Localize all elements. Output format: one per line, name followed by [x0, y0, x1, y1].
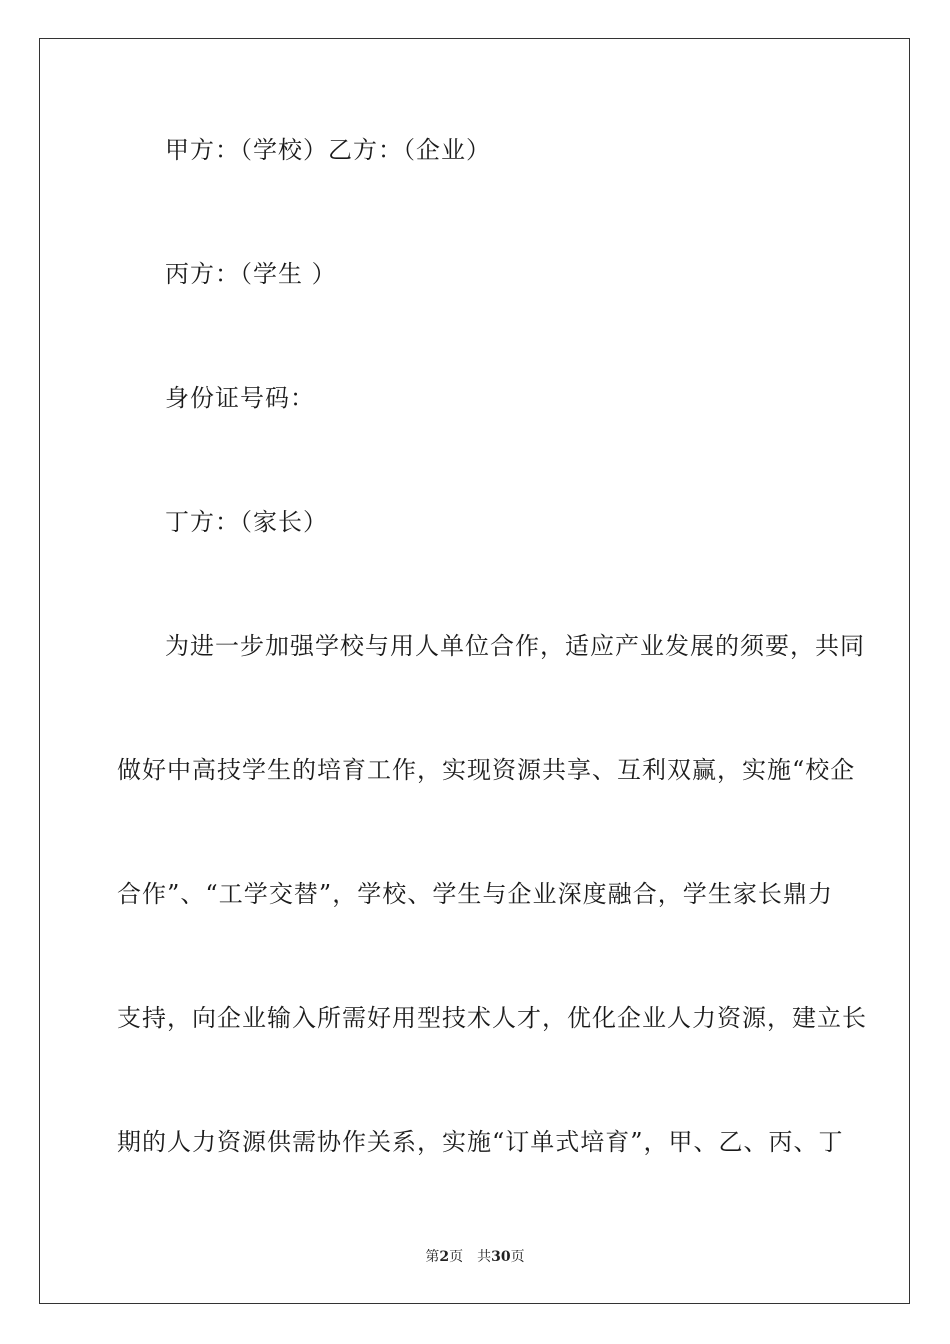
total-pages: 30: [491, 1249, 511, 1265]
id-number-line: 身份证号码：: [165, 384, 315, 412]
page-border: [39, 38, 910, 1304]
paragraph-line-5: 期的人力资源供需协作关系，实施“订单式培育”，甲、乙、丙、丁: [117, 1128, 844, 1156]
paragraph-line-1: 为进一步加强学校与用人单位合作，适应产业发展的须要，共同: [165, 632, 865, 660]
page-footer: [0, 1248, 950, 1266]
party-a-b-line: 甲方：（学校）乙方：（企业）: [165, 136, 491, 164]
page-prefix: 第: [425, 1249, 440, 1265]
page-suffix: 页: [449, 1249, 464, 1265]
page-number: 2: [439, 1249, 450, 1265]
party-c-line: 丙方：（学生 ）: [165, 260, 337, 288]
paragraph-line-3: 合作”、“工学交替”，学校、学生与企业深度融合，学生家长鼎力: [117, 880, 833, 908]
paragraph-line-4: 支持，向企业输入所需好用型技术人才，优化企业人力资源，建立长: [117, 1004, 867, 1032]
total-prefix: 共: [477, 1249, 492, 1265]
total-suffix: 页: [510, 1249, 525, 1265]
paragraph-line-2: 做好中高技学生的培育工作，实现资源共享、互利双赢，实施“校企: [117, 756, 856, 784]
party-d-line: 丁方：（家长）: [165, 508, 328, 536]
